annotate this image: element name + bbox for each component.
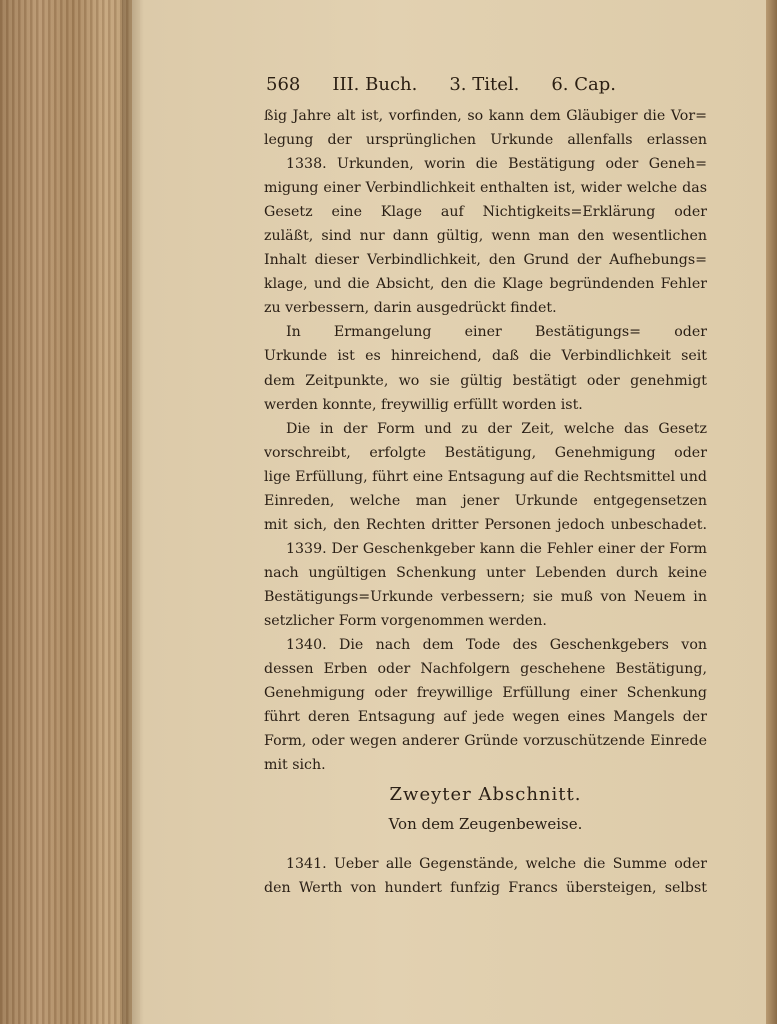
text-line: 1338. Urkunden, worin die Bestätigung oder Geneh= — [286, 156, 707, 173]
text-line: mit sich, den Rechten dritter Personen jedoch unbeschadet. — [264, 516, 707, 533]
text-line: nach ungültigen Schenkung unter Lebenden durch keine — [264, 564, 707, 581]
page-right-edge — [766, 0, 777, 1024]
text-line: Urkunde ist es hinreichend, daß die Verbindlichkeit seit — [264, 348, 707, 365]
text-line: Bestätigungs=Urkunde verbessern; sie muß von Neuem in — [264, 588, 707, 605]
gutter-shadow — [122, 0, 144, 1024]
text-line: lige Erfüllung, führt eine Entsagung auf die Rechtsmittel und — [264, 468, 707, 485]
text-line: 1340. Die nach dem Tode des Geschenkgebers von — [286, 637, 707, 654]
text-line: den Werth von hundert funfzig Francs übersteigen, selbst — [264, 880, 707, 897]
text-line: klage, und die Absicht, den die Klage begründenden Fehler — [264, 276, 707, 293]
text-line: Inhalt dieser Verbindlichkeit, den Grund der Aufhebungs= — [264, 252, 707, 269]
text-line: In Ermangelung einer Bestätigungs= oder — [286, 324, 707, 341]
text-line: dessen Erben oder Nachfolgern geschehene Bestätigung, — [264, 661, 707, 678]
text-line: zuläßt, sind nur dann gültig, wenn man den wesentlichen — [264, 228, 707, 245]
text-line: Einreden, welche man jener Urkunde entgegensetzen — [264, 492, 707, 509]
text-line: Genehmigung oder freywillige Erfüllung einer Schenkung — [264, 685, 707, 702]
header-book: III. Buch. — [332, 74, 418, 95]
text-line: führt deren Entsagung auf jede wegen eines Mangels der — [264, 709, 707, 726]
text-line: Gesetz eine Klage auf Nichtigkeits=Erklärung oder — [264, 204, 707, 221]
text-line: 1341. Ueber alle Gegenstände, welche die Summe oder — [286, 856, 707, 873]
section-subheading: Von dem Zeugenbeweise. — [388, 815, 583, 834]
body-text — [264, 104, 707, 900]
text-line: legung der ursprünglichen Urkunde allenfalls erlassen — [264, 132, 707, 149]
page-number: 568 — [266, 74, 301, 95]
text-line: vorschreibt, erfolgte Bestätigung, Genehmigung oder — [264, 444, 707, 461]
text-line: zu verbessern, darin ausgedrückt findet. — [264, 300, 557, 317]
book-fore-edge — [0, 0, 132, 1024]
text-line: dem Zeitpunkte, wo sie gültig bestätigt oder genehmigt — [264, 372, 707, 389]
header-chapter: 6. Cap. — [551, 74, 616, 95]
text-line: mit sich. — [264, 757, 326, 774]
text-line: ßig Jahre alt ist, vorfinden, so kann dem Gläubiger die Vor= — [264, 108, 707, 124]
header-title: 3. Titel. — [449, 74, 520, 95]
section-spacer — [264, 838, 707, 852]
section-heading: Zweyter Abschnitt. — [389, 784, 582, 806]
text-line: setzlicher Form vorgenommen werden. — [264, 612, 547, 629]
text-line: 1339. Der Geschenkgeber kann die Fehler einer der Form — [286, 540, 707, 557]
text-line: Form, oder wegen anderer Gründe vorzuschützende Einrede — [264, 733, 707, 750]
text-line: migung einer Verbindlichkeit enthalten ist, wider welche das — [264, 180, 707, 197]
running-header — [266, 74, 616, 95]
text-line: werden konnte, freywillig erfüllt worden ist. — [264, 396, 583, 413]
text-line: Die in der Form und zu der Zeit, welche das Gesetz — [286, 420, 707, 437]
